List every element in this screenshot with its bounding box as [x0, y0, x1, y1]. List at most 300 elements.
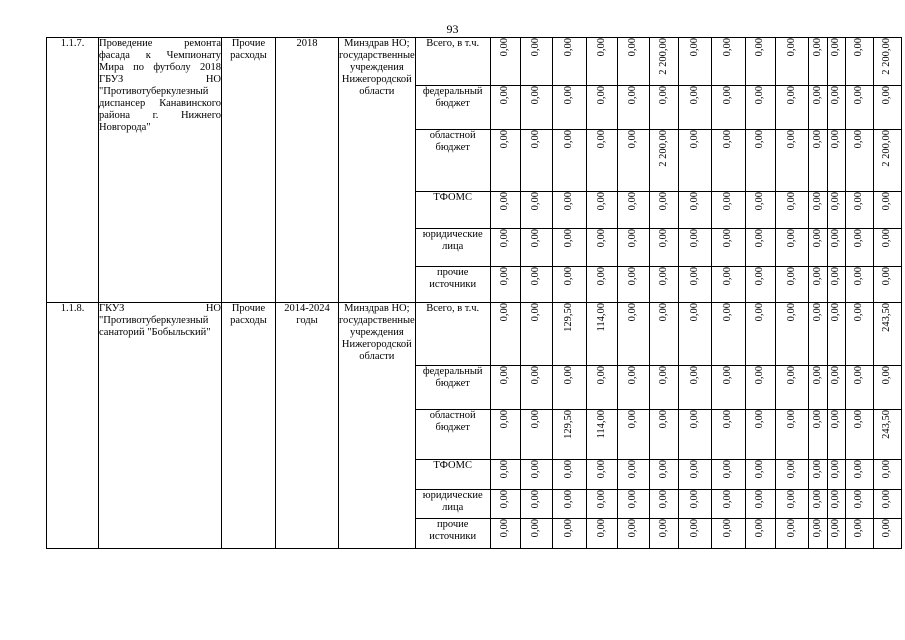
amount-cell — [552, 86, 586, 130]
amount-cell — [490, 410, 520, 460]
amount-value: 0,00 — [657, 410, 669, 429]
amount-cell — [649, 303, 678, 366]
amount-cell — [745, 192, 775, 229]
amount-value: 0,00 — [499, 303, 511, 322]
amount-cell — [649, 38, 678, 86]
amount-cell — [617, 410, 649, 460]
amount-cell — [490, 38, 520, 86]
amount-cell — [808, 519, 827, 549]
amount-cell — [678, 86, 711, 130]
item-name: Проведение ремонта фасада к Чемпионату Мира по футболу 2018 ГБУЗ НО "Противотуберкулезный диспансер Канавинского района г. Нижнего Новгорода" — [99, 38, 222, 303]
amount-cell — [617, 229, 649, 267]
amount-value: 0,00 — [881, 519, 893, 538]
amount-cell — [678, 366, 711, 410]
amount-cell — [520, 130, 552, 192]
amount-cell — [586, 410, 617, 460]
amount-value: 0,00 — [722, 229, 734, 248]
funding-source-label: федеральный бюджет — [415, 86, 490, 130]
amount-cell — [678, 303, 711, 366]
funding-source-label: федеральный бюджет — [415, 366, 490, 410]
amount-value: 0,00 — [530, 192, 542, 211]
amount-cell — [490, 192, 520, 229]
amount-value: 0,00 — [563, 229, 575, 248]
amount-value: 0,00 — [530, 267, 542, 286]
amount-value: 0,00 — [785, 410, 797, 429]
amount-cell — [745, 130, 775, 192]
amount-cell — [873, 303, 901, 366]
amount-cell — [617, 490, 649, 519]
amount-value: 0,00 — [754, 130, 766, 149]
amount-value: 0,00 — [785, 130, 797, 149]
amount-value: 0,00 — [853, 267, 865, 286]
amount-value: 0,00 — [785, 460, 797, 479]
amount-value: 0,00 — [811, 38, 823, 57]
amount-cell — [649, 460, 678, 490]
amount-cell — [775, 130, 808, 192]
amount-value: 0,00 — [688, 410, 700, 429]
funding-source-label: областной бюджет — [415, 130, 490, 192]
funding-source-label: Всего, в т.ч. — [415, 303, 490, 366]
amount-value: 0,00 — [595, 229, 607, 248]
amount-value: 0,00 — [688, 38, 700, 57]
funding-source-label: ТФОМС — [415, 192, 490, 229]
table-row — [47, 38, 902, 86]
amount-value: 0,00 — [530, 460, 542, 479]
item-number: 1.1.8. — [47, 303, 99, 549]
funding-source-label: прочие источники — [415, 267, 490, 303]
amount-value: 0,00 — [853, 519, 865, 538]
amount-value: 0,00 — [754, 366, 766, 385]
amount-value: 129,50 — [563, 303, 575, 332]
amount-cell — [586, 130, 617, 192]
amount-cell — [775, 460, 808, 490]
amount-value: 0,00 — [657, 86, 669, 105]
amount-value: 0,00 — [830, 192, 842, 211]
amount-cell — [520, 192, 552, 229]
amount-value: 0,00 — [499, 519, 511, 538]
amount-cell — [678, 460, 711, 490]
amount-cell — [808, 267, 827, 303]
amount-cell — [845, 229, 873, 267]
amount-value: 0,00 — [785, 229, 797, 248]
amount-cell — [827, 366, 845, 410]
amount-cell — [827, 460, 845, 490]
amount-cell — [678, 192, 711, 229]
amount-value: 0,00 — [830, 366, 842, 385]
amount-value: 0,00 — [499, 460, 511, 479]
amount-cell — [552, 410, 586, 460]
amount-value: 0,00 — [722, 130, 734, 149]
amount-cell — [490, 366, 520, 410]
funding-source-label: ТФОМС — [415, 460, 490, 490]
amount-value: 0,00 — [530, 229, 542, 248]
amount-value: 0,00 — [657, 366, 669, 385]
amount-cell — [520, 229, 552, 267]
amount-cell — [845, 460, 873, 490]
amount-cell — [745, 267, 775, 303]
amount-value: 243,50 — [881, 410, 893, 439]
amount-cell — [775, 410, 808, 460]
amount-cell — [711, 86, 745, 130]
amount-value: 0,00 — [595, 267, 607, 286]
funding-source-label: Всего, в т.ч. — [415, 38, 490, 86]
budget-table — [46, 37, 902, 549]
amount-value: 0,00 — [754, 86, 766, 105]
amount-cell — [775, 229, 808, 267]
amount-cell — [586, 192, 617, 229]
amount-value: 2 200,00 — [657, 38, 669, 75]
amount-value: 0,00 — [499, 410, 511, 429]
amount-value: 0,00 — [785, 366, 797, 385]
amount-cell — [808, 192, 827, 229]
amount-value: 0,00 — [881, 267, 893, 286]
amount-cell — [678, 267, 711, 303]
amount-value: 0,00 — [830, 38, 842, 57]
amount-cell — [775, 519, 808, 549]
amount-value: 0,00 — [530, 519, 542, 538]
amount-cell — [711, 366, 745, 410]
amount-cell — [873, 519, 901, 549]
amount-value: 0,00 — [499, 192, 511, 211]
amount-value: 0,00 — [853, 490, 865, 509]
amount-cell — [775, 192, 808, 229]
amount-value: 0,00 — [754, 410, 766, 429]
amount-value: 0,00 — [595, 460, 607, 479]
amount-value: 0,00 — [657, 490, 669, 509]
amount-cell — [775, 366, 808, 410]
item-years: 2018 — [276, 38, 339, 303]
amount-value: 0,00 — [853, 130, 865, 149]
amount-value: 0,00 — [657, 267, 669, 286]
amount-value: 0,00 — [811, 366, 823, 385]
amount-cell — [873, 460, 901, 490]
amount-cell — [520, 490, 552, 519]
item-name: ГКУЗ НО "Противотуберкулезный санаторий "Бобыльский" — [99, 303, 222, 549]
amount-cell — [552, 303, 586, 366]
amount-value: 0,00 — [722, 410, 734, 429]
amount-cell — [617, 267, 649, 303]
amount-cell — [678, 229, 711, 267]
amount-value: 0,00 — [785, 303, 797, 322]
amount-cell — [617, 303, 649, 366]
expense-type: Прочие расходы — [222, 38, 276, 303]
amount-value: 0,00 — [722, 38, 734, 57]
item-executor: Минздрав НО; государственные учреждения Нижегородской области — [339, 303, 416, 549]
amount-cell — [745, 303, 775, 366]
amount-value: 0,00 — [499, 490, 511, 509]
amount-cell — [617, 130, 649, 192]
amount-value: 0,00 — [811, 229, 823, 248]
amount-value: 0,00 — [563, 490, 575, 509]
amount-value: 243,50 — [881, 303, 893, 332]
amount-value: 0,00 — [785, 519, 797, 538]
amount-value: 0,00 — [499, 267, 511, 286]
amount-cell — [808, 490, 827, 519]
amount-cell — [490, 303, 520, 366]
amount-cell — [745, 490, 775, 519]
amount-value: 0,00 — [830, 303, 842, 322]
amount-cell — [827, 192, 845, 229]
amount-cell — [490, 267, 520, 303]
amount-value: 0,00 — [754, 192, 766, 211]
amount-value: 0,00 — [530, 86, 542, 105]
amount-cell — [520, 366, 552, 410]
amount-value: 0,00 — [853, 192, 865, 211]
amount-cell — [617, 519, 649, 549]
amount-value: 0,00 — [881, 490, 893, 509]
amount-cell — [520, 303, 552, 366]
amount-value: 0,00 — [881, 460, 893, 479]
amount-value: 0,00 — [627, 267, 639, 286]
amount-cell — [711, 229, 745, 267]
amount-cell — [649, 519, 678, 549]
amount-value: 0,00 — [595, 38, 607, 57]
amount-cell — [745, 519, 775, 549]
amount-value: 0,00 — [530, 410, 542, 429]
amount-value: 0,00 — [530, 130, 542, 149]
amount-value: 0,00 — [499, 130, 511, 149]
amount-value: 0,00 — [499, 38, 511, 57]
amount-cell — [873, 267, 901, 303]
amount-cell — [617, 366, 649, 410]
amount-cell — [745, 229, 775, 267]
amount-cell — [711, 490, 745, 519]
table-row — [47, 303, 902, 366]
amount-value: 0,00 — [688, 192, 700, 211]
item-number: 1.1.7. — [47, 38, 99, 303]
amount-cell — [827, 490, 845, 519]
amount-cell — [808, 130, 827, 192]
amount-cell — [827, 519, 845, 549]
amount-cell — [845, 130, 873, 192]
amount-value: 0,00 — [754, 38, 766, 57]
amount-value: 0,00 — [811, 519, 823, 538]
amount-cell — [845, 86, 873, 130]
amount-value: 0,00 — [657, 460, 669, 479]
amount-value: 0,00 — [811, 490, 823, 509]
amount-value: 0,00 — [853, 366, 865, 385]
amount-value: 0,00 — [657, 519, 669, 538]
amount-value: 0,00 — [830, 130, 842, 149]
amount-cell — [649, 410, 678, 460]
amount-cell — [711, 460, 745, 490]
amount-value: 0,00 — [688, 229, 700, 248]
amount-cell — [649, 490, 678, 519]
amount-cell — [775, 303, 808, 366]
amount-value: 0,00 — [853, 410, 865, 429]
amount-value: 0,00 — [688, 460, 700, 479]
amount-cell — [873, 130, 901, 192]
amount-value: 114,00 — [595, 410, 607, 439]
amount-cell — [649, 192, 678, 229]
amount-cell — [711, 38, 745, 86]
amount-cell — [649, 130, 678, 192]
amount-cell — [845, 38, 873, 86]
amount-cell — [711, 130, 745, 192]
amount-cell — [617, 192, 649, 229]
page-number: 93 — [446, 22, 459, 36]
amount-cell — [520, 267, 552, 303]
amount-value: 0,00 — [563, 130, 575, 149]
amount-value: 0,00 — [830, 490, 842, 509]
amount-cell — [552, 490, 586, 519]
amount-value: 0,00 — [530, 490, 542, 509]
amount-value: 0,00 — [811, 86, 823, 105]
amount-cell — [873, 86, 901, 130]
amount-cell — [490, 130, 520, 192]
amount-value: 0,00 — [722, 86, 734, 105]
amount-value: 0,00 — [688, 86, 700, 105]
amount-value: 0,00 — [722, 303, 734, 322]
amount-cell — [845, 490, 873, 519]
amount-value: 0,00 — [499, 86, 511, 105]
amount-value: 0,00 — [595, 519, 607, 538]
amount-value: 0,00 — [811, 410, 823, 429]
amount-value: 0,00 — [563, 366, 575, 385]
funding-source-label: юридические лица — [415, 490, 490, 519]
amount-cell — [552, 38, 586, 86]
amount-cell — [617, 86, 649, 130]
amount-value: 0,00 — [811, 460, 823, 479]
funding-source-label: прочие источники — [415, 519, 490, 549]
amount-value: 0,00 — [530, 38, 542, 57]
amount-value: 0,00 — [785, 86, 797, 105]
amount-value: 0,00 — [595, 490, 607, 509]
amount-cell — [617, 38, 649, 86]
amount-value: 0,00 — [688, 267, 700, 286]
amount-value: 0,00 — [830, 86, 842, 105]
amount-cell — [520, 38, 552, 86]
amount-cell — [552, 460, 586, 490]
amount-value: 0,00 — [627, 410, 639, 429]
amount-value: 2 200,00 — [657, 130, 669, 167]
amount-value: 0,00 — [853, 86, 865, 105]
amount-value: 114,00 — [595, 303, 607, 332]
amount-value: 0,00 — [811, 303, 823, 322]
amount-value: 0,00 — [722, 519, 734, 538]
amount-value: 0,00 — [881, 192, 893, 211]
amount-cell — [873, 410, 901, 460]
amount-cell — [520, 86, 552, 130]
amount-cell — [873, 490, 901, 519]
amount-value: 0,00 — [722, 490, 734, 509]
amount-value: 2 200,00 — [881, 38, 893, 75]
amount-cell — [552, 519, 586, 549]
amount-value: 0,00 — [830, 229, 842, 248]
amount-cell — [808, 303, 827, 366]
amount-value: 0,00 — [627, 490, 639, 509]
amount-cell — [808, 366, 827, 410]
amount-cell — [586, 460, 617, 490]
amount-cell — [552, 366, 586, 410]
amount-cell — [586, 38, 617, 86]
amount-value: 0,00 — [754, 460, 766, 479]
amount-cell — [649, 86, 678, 130]
amount-value: 0,00 — [627, 130, 639, 149]
amount-value: 0,00 — [722, 366, 734, 385]
amount-value: 0,00 — [627, 460, 639, 479]
amount-value: 0,00 — [657, 192, 669, 211]
amount-value: 0,00 — [830, 267, 842, 286]
amount-cell — [711, 267, 745, 303]
amount-value: 0,00 — [688, 366, 700, 385]
amount-value: 0,00 — [830, 410, 842, 429]
amount-cell — [678, 490, 711, 519]
item-years: 2014-2024 годы — [276, 303, 339, 549]
amount-cell — [586, 267, 617, 303]
amount-cell — [808, 229, 827, 267]
expense-type: Прочие расходы — [222, 303, 276, 549]
amount-value: 0,00 — [627, 366, 639, 385]
amount-cell — [490, 519, 520, 549]
amount-value: 0,00 — [811, 267, 823, 286]
amount-value: 0,00 — [811, 192, 823, 211]
amount-cell — [649, 366, 678, 410]
amount-cell — [678, 38, 711, 86]
amount-cell — [775, 490, 808, 519]
amount-value: 0,00 — [563, 267, 575, 286]
amount-cell — [490, 460, 520, 490]
amount-cell — [520, 410, 552, 460]
amount-cell — [745, 410, 775, 460]
amount-cell — [745, 460, 775, 490]
amount-cell — [827, 410, 845, 460]
amount-value: 0,00 — [722, 192, 734, 211]
amount-cell — [845, 192, 873, 229]
amount-cell — [490, 86, 520, 130]
amount-cell — [490, 229, 520, 267]
funding-source-label: областной бюджет — [415, 410, 490, 460]
amount-cell — [711, 410, 745, 460]
amount-value: 0,00 — [811, 130, 823, 149]
amount-cell — [586, 490, 617, 519]
amount-value: 0,00 — [563, 519, 575, 538]
amount-value: 0,00 — [881, 366, 893, 385]
amount-cell — [552, 192, 586, 229]
amount-cell — [775, 267, 808, 303]
funding-source-label: юридические лица — [415, 229, 490, 267]
amount-value: 0,00 — [754, 267, 766, 286]
amount-value: 0,00 — [595, 192, 607, 211]
amount-value: 0,00 — [563, 38, 575, 57]
amount-cell — [649, 229, 678, 267]
amount-value: 0,00 — [627, 38, 639, 57]
amount-value: 2 200,00 — [881, 130, 893, 167]
amount-cell — [775, 38, 808, 86]
amount-value: 0,00 — [785, 490, 797, 509]
amount-value: 0,00 — [499, 366, 511, 385]
amount-cell — [552, 130, 586, 192]
amount-value: 0,00 — [688, 519, 700, 538]
amount-cell — [711, 192, 745, 229]
amount-cell — [745, 86, 775, 130]
amount-cell — [586, 519, 617, 549]
amount-cell — [827, 229, 845, 267]
amount-value: 0,00 — [595, 366, 607, 385]
amount-cell — [827, 38, 845, 86]
amount-cell — [678, 519, 711, 549]
amount-value: 0,00 — [754, 519, 766, 538]
amount-cell — [552, 229, 586, 267]
amount-cell — [873, 229, 901, 267]
amount-cell — [586, 366, 617, 410]
amount-cell — [711, 519, 745, 549]
amount-value: 0,00 — [785, 192, 797, 211]
amount-value: 129,50 — [563, 410, 575, 439]
amount-cell — [845, 366, 873, 410]
amount-cell — [678, 410, 711, 460]
amount-cell — [649, 267, 678, 303]
